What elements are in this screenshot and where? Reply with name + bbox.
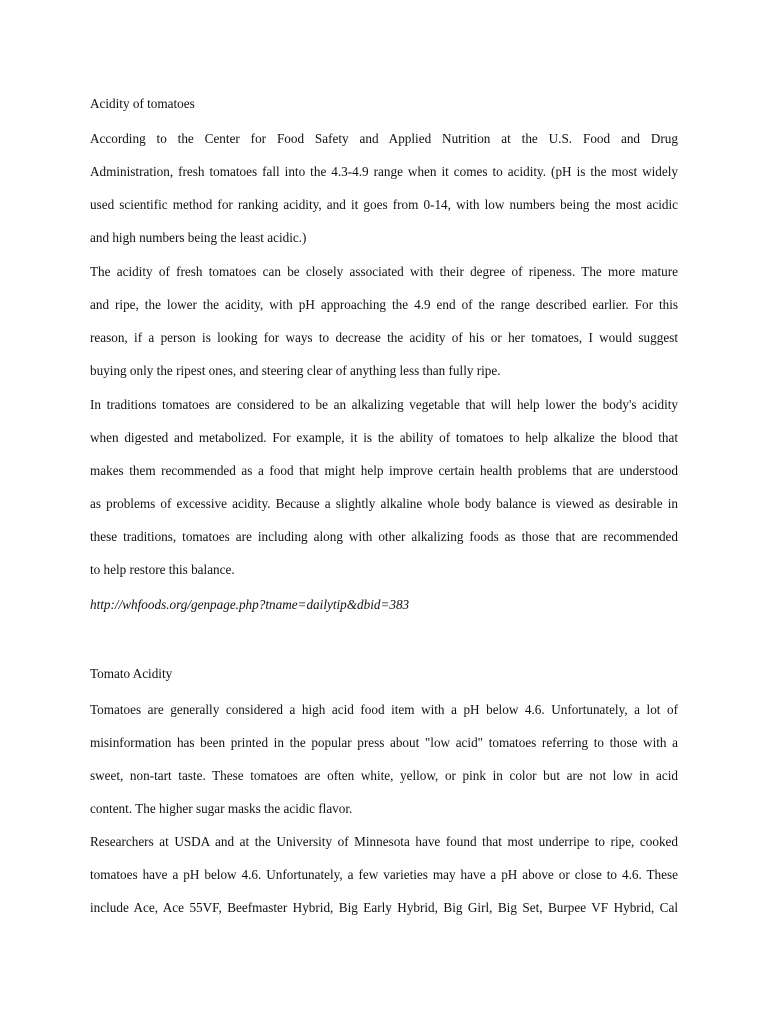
paragraph-line: and high numbers being the least acidic.) (90, 230, 307, 245)
paragraph-line: The acidity of fresh tomatoes can be closely associated with their degree of ripeness. The more mature (90, 264, 678, 279)
section-title-tomato-acidity: Tomato Acidity (90, 666, 173, 681)
paragraph-fda-acidity-range (90, 122, 678, 254)
paragraph-usda-research (90, 825, 678, 924)
paragraph-line: Tomatoes are generally considered a high acid food item with a pH below 4.6. Unfortunately, a lot of (90, 702, 678, 717)
section-title-acidity-of-tomatoes: Acidity of tomatoes (90, 96, 195, 111)
paragraph-line: makes them recommended as a food that might help improve certain health problems that are understood (90, 463, 678, 478)
paragraph-line: buying only the ripest ones, and steering clear of anything less than fully ripe. (90, 363, 501, 378)
paragraph-line: misinformation has been printed in the popular press about "low acid" tomatoes referring to those with a (90, 735, 678, 750)
paragraph-line: used scientific method for ranking acidity, and it goes from 0-14, with low numbers being the most acidic (90, 197, 678, 212)
paragraph-line: when digested and metabolized. For example, it is the ability of tomatoes to help alkalize the blood that (90, 430, 678, 445)
paragraph-line: According to the Center for Food Safety and Applied Nutrition at the U.S. Food and Drug (90, 131, 678, 146)
paragraph-ripeness-acidity (90, 255, 678, 387)
paragraph-line: as problems of excessive acidity. Because a slightly alkaline whole body balance is viewed as desirable in (90, 496, 678, 511)
paragraph-high-acid-food (90, 693, 678, 825)
source-link[interactable]: http://whfoods.org/genpage.php?tname=dailytip&dbid=383 (90, 597, 410, 612)
paragraph-line: In traditions tomatoes are considered to be an alkalizing vegetable that will help lower the body's acidity (90, 397, 678, 412)
paragraph-line: sweet, non-tart taste. These tomatoes are often white, yellow, or pink in color but are not low in acid (90, 768, 678, 783)
paragraph-alkalizing-traditions (90, 388, 678, 586)
paragraph-line: to help restore this balance. (90, 562, 235, 577)
paragraph-line: these traditions, tomatoes are including along with other alkalizing foods as those that are recommended (90, 529, 678, 544)
paragraph-line: content. The higher sugar masks the acidic flavor. (90, 801, 353, 816)
paragraph-line: reason, if a person is looking for ways to decrease the acidity of his or her tomatoes, I would suggest (90, 330, 678, 345)
paragraph-line: include Ace, Ace 55VF, Beefmaster Hybrid, Big Early Hybrid, Big Girl, Big Set, Burpee VF Hybrid, Cal (90, 900, 678, 915)
paragraph-line: Researchers at USDA and at the University of Minnesota have found that most underripe to ripe, cooked (90, 834, 678, 849)
paragraph-line: tomatoes have a pH below 4.6. Unfortunately, a few varieties may have a pH above or close to 4.6. These (90, 867, 678, 882)
paragraph-line: Administration, fresh tomatoes fall into the 4.3-4.9 range when it comes to acidity. (pH is the most widely (90, 164, 678, 179)
paragraph-line: and ripe, the lower the acidity, with pH approaching the 4.9 end of the range described earlier. For this (90, 297, 678, 312)
document-page (90, 0, 678, 1024)
